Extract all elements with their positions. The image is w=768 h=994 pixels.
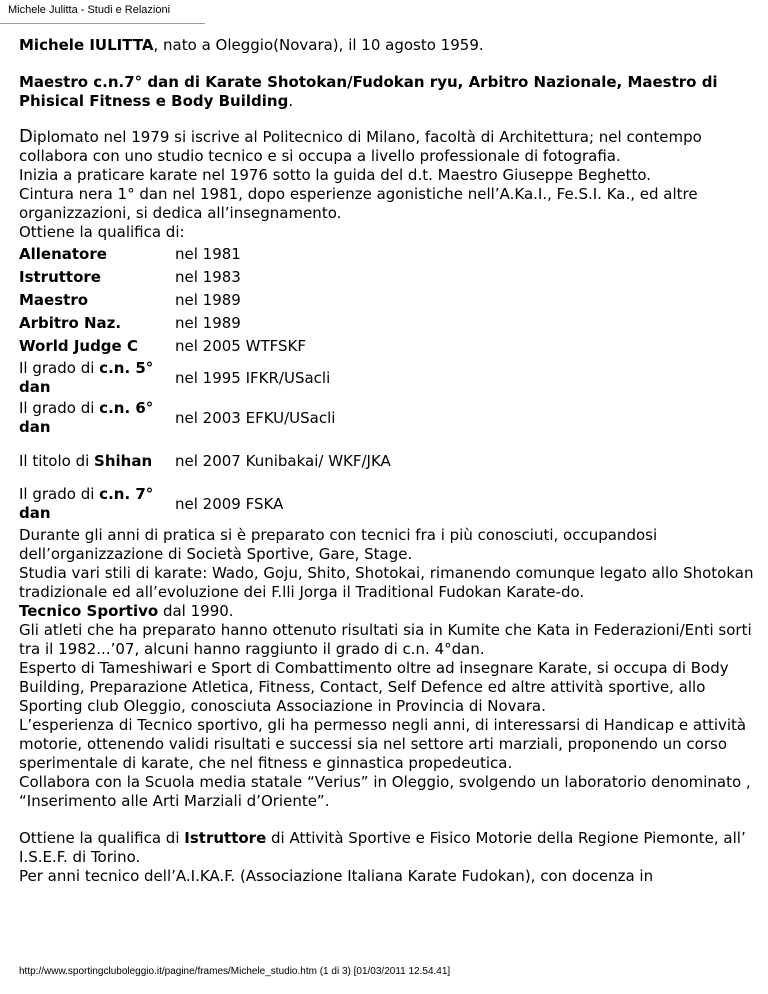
qualification-row [19,289,395,312]
qualification-year: nel 2005 WTFSKF [175,337,306,355]
document-body [19,36,754,886]
person-name: Michele IULITTA [19,36,154,54]
qualification-row [19,335,395,358]
qualification-label: c.n. 5° dan [19,359,154,396]
qualification-row [19,312,395,335]
page-header: Michele Julitta - Studi e Relazioni [8,4,171,16]
qualification-row [19,243,395,266]
istruttore-pre: Ottiene la qualifica di [19,829,185,847]
paragraph-education [19,127,754,166]
drop-letter: D [19,126,33,147]
paragraph-qualifica: Ottiene la qualifica di: [19,223,185,241]
qualification-year: nel 2007 Kunibakai/ WKF/JKA [175,451,391,470]
istruttore-label: Istruttore [184,829,267,847]
tecnico-year: dal 1990. [158,602,234,620]
title-end: . [288,92,294,110]
qualification-name [19,243,175,266]
page-footer-url: http://www.sportingcluboleggio.it/pagine/frames/Michele_studio.htm (1 di 3) [01/03/2011 12.54.41] [19,966,451,977]
qualification-row [19,358,395,398]
paragraph-tecnico [19,602,754,621]
birth-info: , nato a Oleggio(Novara), il 10 agosto 1959. [153,36,484,54]
qualification-prefix: Il grado di [19,399,100,417]
qualification-name [19,438,175,484]
qualification-name [19,335,175,358]
qualification-name [19,312,175,335]
qualification-prefix: Il grado di [19,359,100,377]
title-text: Maestro c.n.7° dan di Karate Shotokan/Fudokan ryu, Arbitro Nazionale, Maestro di Phisical Fitness e Body Building [19,73,718,110]
intro-line [19,36,754,55]
qualification-label: Arbitro Naz. [19,314,122,332]
istruttore-rest: di Attività Sportive e Fisico Motorie della Regione Piemonte, all’ I.S.E.F. di Torino. [19,829,746,866]
qualifications-table [19,243,395,524]
paragraph-scuola: Collabora con la Scuola media statale “Verius” in Oleggio, svolgendo un laboratorio denominato , “Inserimento alle Arti Marziali d’Oriente”. [19,773,751,810]
qualification-year: nel 1989 [175,314,241,332]
paragraph-pratica: Durante gli anni di pratica si è preparato con tecnici fra i più conosciuti, occupandosi dell’organizzazione di Società Sportive, Gare, Stage. [19,526,658,563]
education-text: iplomato nel 1979 si iscrive al Politecnico di Milano, facoltà di Architettura; nel contempo collabora con uno studio tecnico e si occupa a livello professionale di fotografia. [19,128,702,165]
qualification-prefix: Il grado di [19,485,100,503]
paragraph-blackbelt: Cintura nera 1° dan nel 1981, dopo esperienze agonistiche nell’A.Ka.I., Fe.S.I. Ka., ed altre organizzazioni, si dedica all’insegnamento. [19,185,698,222]
qualification-year: nel 1995 IFKR/USacli [175,368,331,387]
qualification-label: Maestro [19,291,89,309]
qualification-row [19,266,395,289]
qualification-row [19,484,395,524]
qualification-row [19,438,395,484]
qualification-name [19,358,175,398]
qualification-year: nel 1983 [175,268,241,286]
paragraph-istruttore [19,829,754,867]
professional-title [19,73,754,111]
qualification-label: Allenatore [19,245,107,263]
qualification-label: c.n. 7° dan [19,485,154,522]
qualification-year: nel 1981 [175,245,241,263]
qualification-year: nel 1989 [175,291,241,309]
qualification-name [19,484,175,524]
qualification-year: nel 2009 FSKA [175,494,284,513]
paragraph-start: Inizia a praticare karate nel 1976 sotto la guida del d.t. Maestro Giuseppe Beghetto. [19,166,652,184]
tecnico-label: Tecnico Sportivo [19,602,159,620]
paragraph-esperto: Esperto di Tameshiwari e Sport di Combattimento oltre ad insegnare Karate, si occupa di Body Building, Preparazione Atletica, Fitness, Contact, Self Defence ed altre attività sportive, allo Sporting club Oleggio, conosciuta Associazione in Provincia di Novara. [19,659,729,715]
qualification-name [19,289,175,312]
header-divider [0,23,205,24]
qualification-label: Istruttore [19,268,101,286]
qualification-prefix: Il titolo di [19,451,95,470]
qualification-label: Shihan [94,451,153,470]
qualification-year: nel 2003 EFKU/USacli [175,408,336,427]
qualification-row [19,398,395,438]
qualification-name [19,398,175,438]
qualification-label: World Judge C [19,337,138,355]
qualification-name [19,266,175,289]
paragraph-esperienza: L’esperienza di Tecnico sportivo, gli ha permesso negli anni, di interessarsi di Handicap e attività motorie, ottenendo validi risultati e successi sia nel settore arti marziali, proponendo un corso sperimentale di karate, che nel fitness e ginnastica propedeutica. [19,716,747,772]
paragraph-aikaf: Per anni tecnico dell’A.I.KA.F. (Associazione Italiana Karate Fudokan), con docenza in [19,867,654,885]
paragraph-stili: Studia vari stili di karate: Wado, Goju, Shito, Shotokai, rimanendo comunque legato allo Shotokan tradizionale ed all’evoluzione dei F.lli Jorga il Traditional Fudokan Karate-do. [19,564,754,601]
paragraph-atleti: Gli atleti che ha preparato hanno ottenuto risultati sia in Kumite che Kata in Federazioni/Enti sorti tra il 1982...’07, alcuni hanno raggiunto il grado di c.n. 4°dan. [19,621,752,658]
qualification-label: c.n. 6° dan [19,399,154,436]
